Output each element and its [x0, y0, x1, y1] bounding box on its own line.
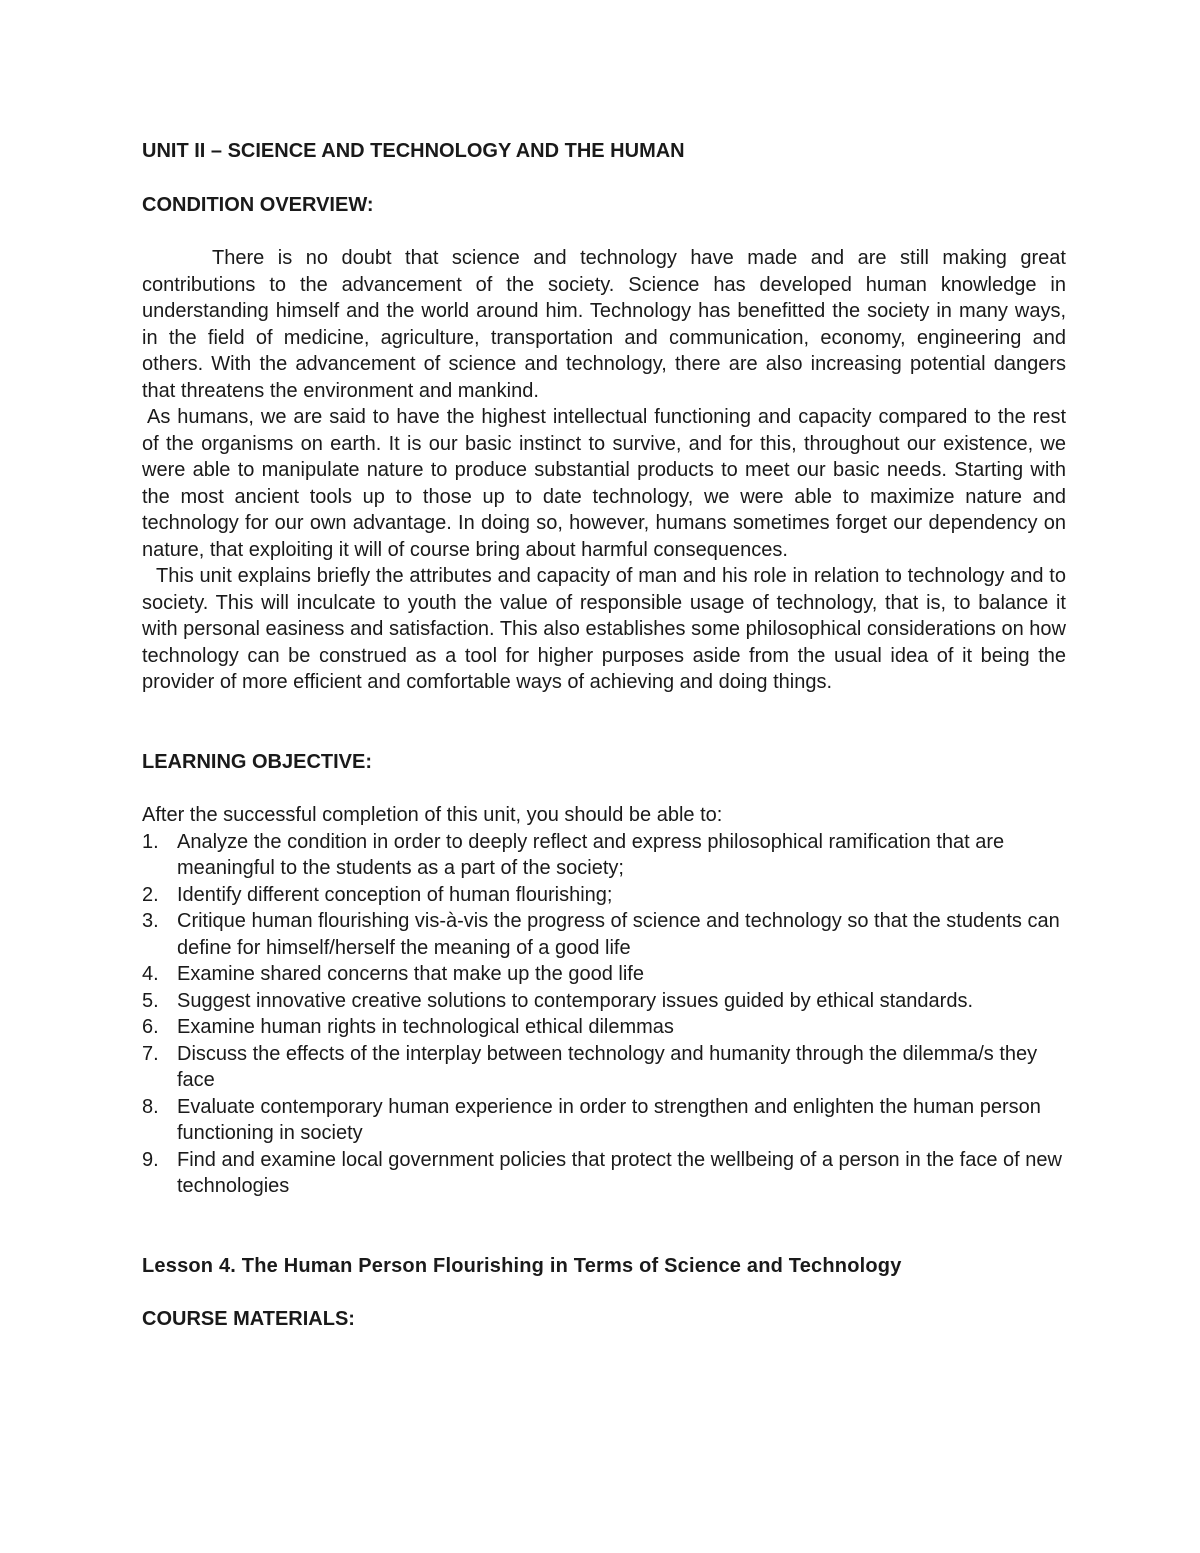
objective-number: 9. — [142, 1148, 159, 1171]
objective-number: 2. — [142, 883, 159, 906]
objective-item — [142, 961, 1066, 988]
objective-text: Evaluate contemporary human experience in order to strengthen and enlighten the human person functioning in society — [177, 1095, 1041, 1144]
objective-item — [142, 1014, 1066, 1041]
objective-number: 8. — [142, 1095, 159, 1118]
objective-item — [142, 829, 1066, 882]
learning-objective-heading: LEARNING OBJECTIVE: — [142, 750, 373, 773]
document-page — [142, 138, 1066, 1333]
objective-text: Analyze the condition in order to deeply reflect and express philosophical ramification that are meaningful to the students as a part of the society; — [177, 830, 1005, 879]
unit-title: UNIT II – SCIENCE AND TECHNOLOGY AND THE HUMAN — [142, 140, 685, 162]
objective-text: Examine human rights in technological ethical dilemmas — [177, 1016, 674, 1038]
objective-number: 5. — [142, 989, 159, 1012]
overview-paragraph: There is no doubt that science and technology have made and are still making great contributions to the advancement of the society. Science has developed human knowledge in understanding himself and the world around him. Technology has benefitted the society in many ways, in the field of medicine, agriculture, transportation and communication, economy, engineering and others. With the advancement of science and technology, there are also increasing potential dangers that threatens the environment and mankind. — [142, 247, 1066, 402]
objective-number: 7. — [142, 1042, 159, 1065]
objective-intro: After the successful completion of this unit, you should be able to: — [142, 804, 723, 826]
lesson-title: Lesson 4. The Human Person Flourishing in Terms of Science and Technology — [142, 1254, 902, 1277]
overview-paragraph: As humans, we are said to have the highest intellectual functioning and capacity compared to the rest of the organisms on earth. It is our basic instinct to survive, and for this, throughout our existence, we were able to manipulate nature to produce substantial products to meet our basic needs. Starting with the most ancient tools up to those up to date technology, we were able to maximize nature and technology for our own advantage. In doing so, however, humans sometimes forget our dependency on nature, that exploiting it will of course bring about harmful consequences. — [142, 406, 1066, 561]
objective-number: 3. — [142, 910, 159, 932]
objective-text: Suggest innovative creative solutions to contemporary issues guided by ethical standards. — [177, 989, 974, 1012]
objective-number: 6. — [142, 1016, 159, 1038]
objective-item — [142, 882, 1066, 909]
objective-item — [142, 1147, 1066, 1200]
objective-item — [142, 1041, 1066, 1094]
course-materials-heading: COURSE MATERIALS: — [142, 1308, 355, 1330]
overview-paragraph: This unit explains briefly the attributes and capacity of man and his role in relation to technology and to society. This will inculcate to youth the value of responsible usage of technology, that is, to balance it with personal easiness and satisfaction. This also establishes some philosophical considerations on how technology can be construed as a tool for higher purposes aside from the usual idea of it being the provider of more efficient and comfortable ways of achieving and doing things. — [142, 565, 1066, 693]
objective-number: 4. — [142, 963, 159, 985]
objective-item — [142, 908, 1066, 961]
objective-text: Discuss the effects of the interplay between technology and humanity through the dilemma/s they face — [177, 1042, 1038, 1091]
objective-text: Critique human flourishing vis-à-vis the progress of science and technology so that the students can define for himself/herself the meaning of a good life — [177, 910, 1060, 959]
objective-item — [142, 1094, 1066, 1147]
objective-item — [142, 988, 1066, 1015]
objective-text: Examine shared concerns that make up the good life — [177, 963, 644, 985]
objective-text: Find and examine local government policies that protect the wellbeing of a person in the face of new technologies — [177, 1148, 1062, 1197]
overview-heading: CONDITION OVERVIEW: — [142, 193, 374, 216]
objective-text: Identify different conception of human flourishing; — [177, 883, 613, 906]
objectives-list — [142, 829, 1066, 1200]
objective-number: 1. — [142, 830, 159, 853]
